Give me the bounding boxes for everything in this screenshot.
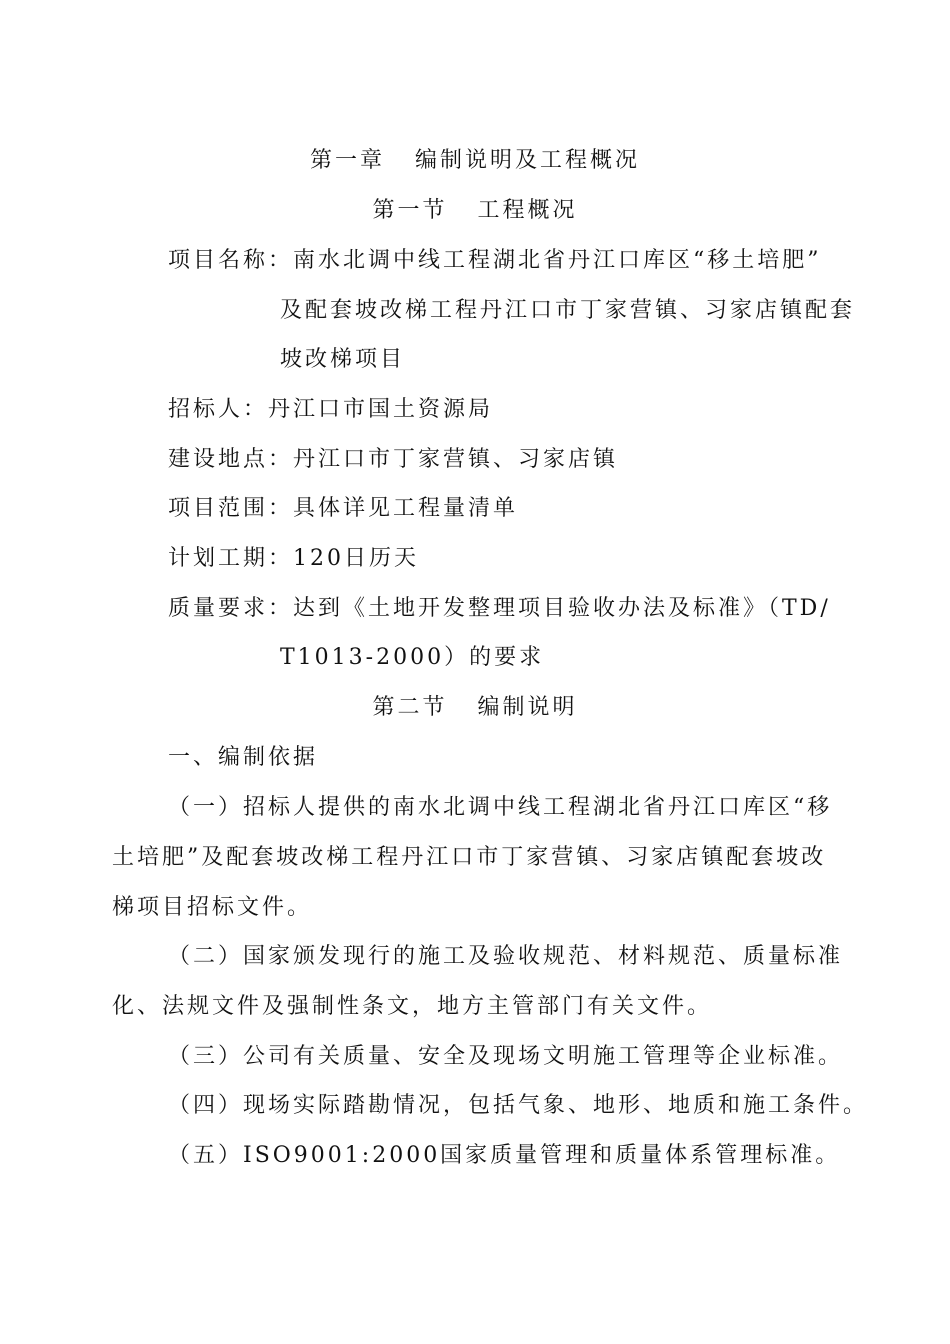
basis-item-4: （四）现场实际踏勘情况，包括气象、地形、地质和施工条件。 (168, 1093, 869, 1118)
basis-item-1-line-1: （一）招标人提供的南水北调中线工程湖北省丹江口库区“移 (168, 795, 833, 820)
section-number: 第二节 (372, 695, 448, 720)
chapter-heading (0, 146, 950, 176)
section-title: 编制说明 (477, 695, 578, 720)
project-name-line-3: 坡改梯项目 (280, 347, 406, 372)
basis-heading: 一、编制依据 (168, 745, 319, 770)
basis-item-2-line-1: （二）国家颁发现行的施工及验收规范、材料规范、质量标准 (168, 944, 844, 969)
section-number: 第一节 (372, 198, 448, 223)
project-name-value-1: 南水北调中线工程湖北省丹江口库区“移土培肥” (293, 248, 822, 273)
scope-line: 项目范围：具体详见工程量清单 (168, 496, 519, 521)
location-line: 建设地点：丹江口市丁家营镇、习家店镇 (168, 447, 619, 472)
basis-item-1-line-3: 梯项目招标文件。 (112, 895, 313, 920)
project-name-line-1 (168, 246, 822, 276)
section-title: 工程概况 (477, 198, 578, 223)
project-name-line-2: 及配套坡改梯工程丹江口市丁家营镇、习家店镇配套 (280, 298, 856, 323)
bidder-line: 招标人：丹江口市国土资源局 (168, 397, 494, 422)
quality-line-1: 质量要求：达到《土地开发整理项目验收办法及标准》（TD/ (168, 596, 831, 621)
quality-line-2: T1013-2000）的要求 (280, 645, 545, 670)
chapter-title: 编制说明及工程概况 (415, 148, 641, 173)
duration-line: 计划工期：120日历天 (168, 546, 419, 571)
basis-item-5: （五）ISO9001:2000国家质量管理和质量体系管理标准。 (168, 1143, 841, 1168)
section-heading-notes (0, 693, 950, 723)
basis-item-3: （三）公司有关质量、安全及现场文明施工管理等企业标准。 (168, 1044, 844, 1069)
project-name-label: 项目名称： (168, 248, 294, 273)
basis-item-2-line-2: 化、法规文件及强制性条文，地方主管部门有关文件。 (112, 994, 713, 1019)
basis-item-1-line-2: 土培肥”及配套坡改梯工程丹江口市丁家营镇、习家店镇配套坡改 (112, 845, 827, 870)
section-heading-overview (0, 196, 950, 226)
chapter-number: 第一章 (309, 148, 385, 173)
